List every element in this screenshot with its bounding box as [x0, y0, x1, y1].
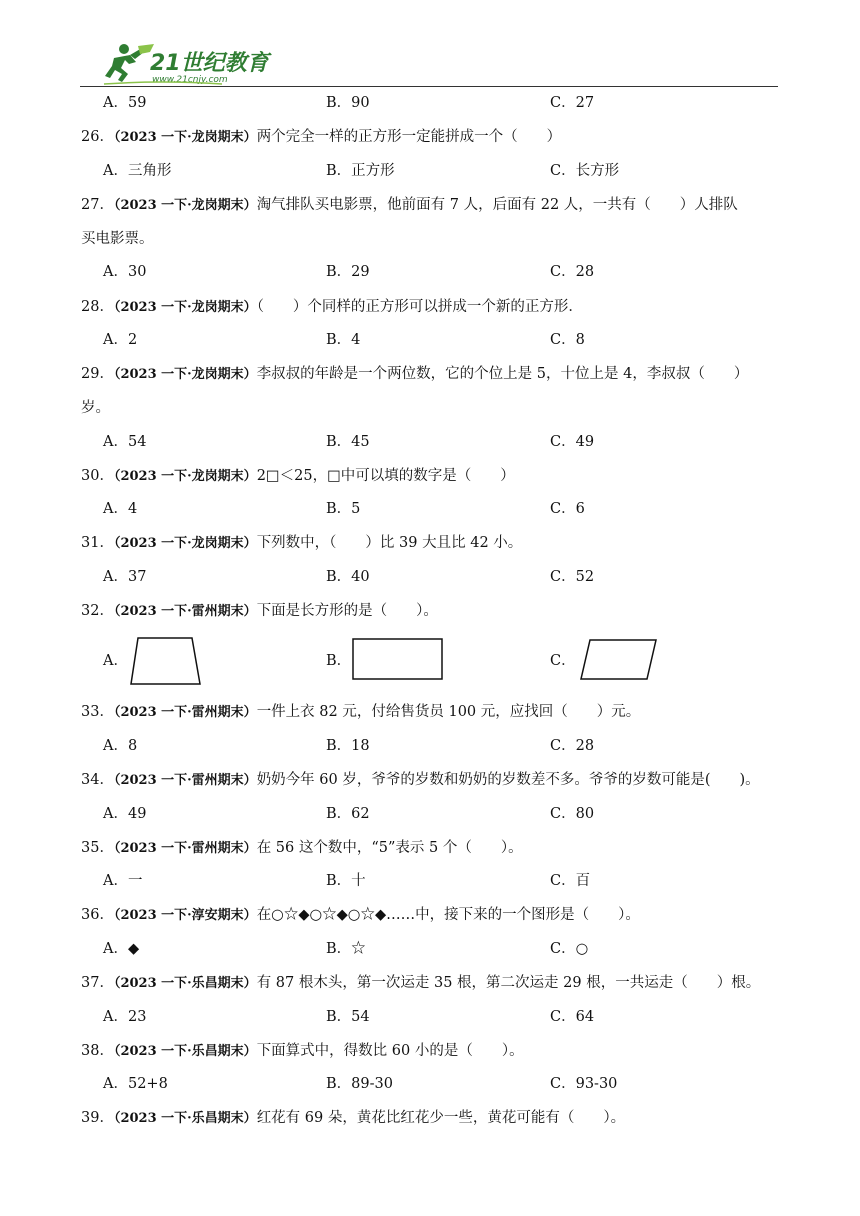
- question-36: [81, 905, 781, 926]
- question-39: [81, 1108, 781, 1129]
- option-c: C．49: [550, 434, 595, 450]
- option-b: B．正方形: [326, 163, 395, 179]
- question-29-continued: 岁。: [81, 400, 110, 416]
- question-text: 在○☆◆○☆◆○☆◆……中，接下来的一个图形是（ ）。: [256, 907, 640, 923]
- option-b: B．89-30: [326, 1076, 393, 1092]
- question-28: [81, 297, 781, 318]
- svg-text:www.21cnjy.com: www.21cnjy.com: [152, 75, 228, 85]
- question-number: 34．: [81, 772, 114, 788]
- trapezoid-shape: [128, 635, 204, 687]
- option-a: A．49: [103, 806, 147, 822]
- question-27-continued: 买电影票。: [81, 231, 154, 247]
- page-header: [80, 38, 780, 88]
- option-a: A．37: [103, 569, 147, 585]
- option-b: B．4: [326, 332, 361, 348]
- question-source: （2023 一下·乐昌期末）: [113, 1044, 257, 1059]
- option-c: C．8: [550, 332, 585, 348]
- question-text: 一件上衣 82 元，付给售货员 100 元，应找回（ ）元。: [256, 704, 641, 720]
- option-c: C．93-30: [550, 1076, 618, 1092]
- option-b: B．45: [326, 434, 370, 450]
- option-b: B．☆: [326, 941, 366, 957]
- option-c: C．6: [550, 501, 585, 517]
- question-number: 31．: [81, 535, 114, 551]
- question-source: （2023 一下·龙岗期末）: [113, 469, 257, 484]
- option-a: A．52+8: [103, 1076, 168, 1092]
- question-32: [81, 601, 781, 622]
- option-c: C．64: [550, 1009, 595, 1025]
- question-text: 奶奶今年 60 岁，爷爷的岁数和奶奶的岁数差不多。爷爷的岁数可能是( )。: [256, 772, 760, 788]
- question-35: [81, 838, 781, 859]
- rectangle-shape: [350, 636, 445, 682]
- question-30: [81, 466, 781, 487]
- option-a: A．30: [103, 264, 147, 280]
- option-b: B．90: [326, 95, 370, 111]
- question-source: （2023 一下·雷州期末）: [113, 841, 257, 856]
- question-number: 29．: [81, 366, 114, 382]
- question-26: [81, 127, 781, 148]
- question-source: （2023 一下·龙岗期末）: [113, 536, 257, 551]
- option-c: C．80: [550, 806, 595, 822]
- option-c: C．百: [550, 873, 591, 889]
- option-a: A．◆: [103, 941, 140, 957]
- question-37: [81, 973, 781, 994]
- option-a: A．一: [103, 873, 143, 889]
- question-number: 30．: [81, 468, 114, 484]
- option-b: B．54: [326, 1009, 370, 1025]
- option-b: B．: [326, 653, 352, 669]
- question-source: （2023 一下·龙岗期末）: [113, 367, 257, 382]
- option-a: A．: [103, 653, 128, 669]
- question-source: （2023 一下·乐昌期末）: [113, 976, 257, 991]
- option-c: C．27: [550, 95, 595, 111]
- question-text: （ ）个同样的正方形可以拼成一个新的正方形．: [256, 299, 583, 315]
- question-text: 李叔叔的年龄是一个两位数，它的个位上是 5，十位上是 4，李叔叔（ ）: [256, 366, 749, 382]
- question-source: （2023 一下·龙岗期末）: [113, 300, 257, 315]
- question-number: 33．: [81, 704, 114, 720]
- question-27: [81, 195, 781, 216]
- option-b: B．40: [326, 569, 370, 585]
- question-29: [81, 364, 781, 385]
- question-text: 下面是长方形的是（ ）。: [256, 603, 438, 619]
- question-text: 淘气排队买电影票，他前面有 7 人，后面有 22 人，一共有（ ）人排队: [256, 197, 738, 213]
- question-31: [81, 533, 781, 554]
- question-source: （2023 一下·雷州期末）: [113, 604, 257, 619]
- question-number: 38．: [81, 1043, 114, 1059]
- question-number: 27．: [81, 197, 114, 213]
- question-number: 37．: [81, 975, 114, 991]
- option-b: B．18: [326, 738, 370, 754]
- option-b: B．29: [326, 264, 370, 280]
- option-c: C．28: [550, 264, 595, 280]
- option-a: A．4: [103, 501, 138, 517]
- option-a: A．23: [103, 1009, 147, 1025]
- option-a: A．2: [103, 332, 138, 348]
- option-c: C．28: [550, 738, 595, 754]
- question-number: 32．: [81, 603, 114, 619]
- option-c: C．: [550, 653, 576, 669]
- svg-text:21世纪教育: 21世纪教育: [150, 51, 269, 76]
- option-a: A．59: [103, 95, 147, 111]
- question-text: 下列数中，（ ）比 39 大且比 42 小。: [256, 535, 523, 551]
- option-c: C．长方形: [550, 163, 620, 179]
- question-text: 2□＜25，□中可以填的数字是（ ）: [256, 468, 515, 484]
- question-34: [81, 770, 781, 791]
- option-b: B．5: [326, 501, 361, 517]
- option-a: A．8: [103, 738, 138, 754]
- question-source: （2023 一下·雷州期末）: [113, 773, 257, 788]
- header-rule: [80, 86, 778, 87]
- question-source: （2023 一下·乐昌期末）: [113, 1111, 257, 1126]
- option-b: B．十: [326, 873, 366, 889]
- question-text: 下面算式中，得数比 60 小的是（ ）。: [256, 1043, 524, 1059]
- question-source: （2023 一下·龙岗期末）: [113, 198, 257, 213]
- option-a: A．54: [103, 434, 147, 450]
- question-text: 有 87 根木头，第一次运走 35 根，第二次运走 29 根，一共运走（ ）根。: [256, 975, 761, 991]
- parallelogram-shape: [578, 637, 660, 683]
- option-c: C．○: [550, 941, 589, 957]
- question-38: [81, 1041, 781, 1062]
- question-number: 26．: [81, 129, 114, 145]
- question-text: 在 56 这个数中，“5”表示 5 个（ ）。: [256, 840, 523, 856]
- question-source: （2023 一下·雷州期末）: [113, 705, 257, 720]
- 21cnjy-logo: [102, 40, 292, 86]
- question-number: 39．: [81, 1110, 114, 1126]
- question-number: 35．: [81, 840, 114, 856]
- question-number: 28．: [81, 299, 114, 315]
- question-source: （2023 一下·淳安期末）: [113, 908, 257, 923]
- option-a: A．三角形: [103, 163, 172, 179]
- question-text: 两个完全一样的正方形一定能拼成一个（ ）: [256, 129, 562, 145]
- option-b: B．62: [326, 806, 370, 822]
- question-number: 36．: [81, 907, 114, 923]
- option-c: C．52: [550, 569, 595, 585]
- question-33: [81, 702, 781, 723]
- question-text: 红花有 69 朵，黄花比红花少一些，黄花可能有（ ）。: [256, 1110, 626, 1126]
- question-source: （2023 一下·龙岗期末）: [113, 130, 257, 145]
